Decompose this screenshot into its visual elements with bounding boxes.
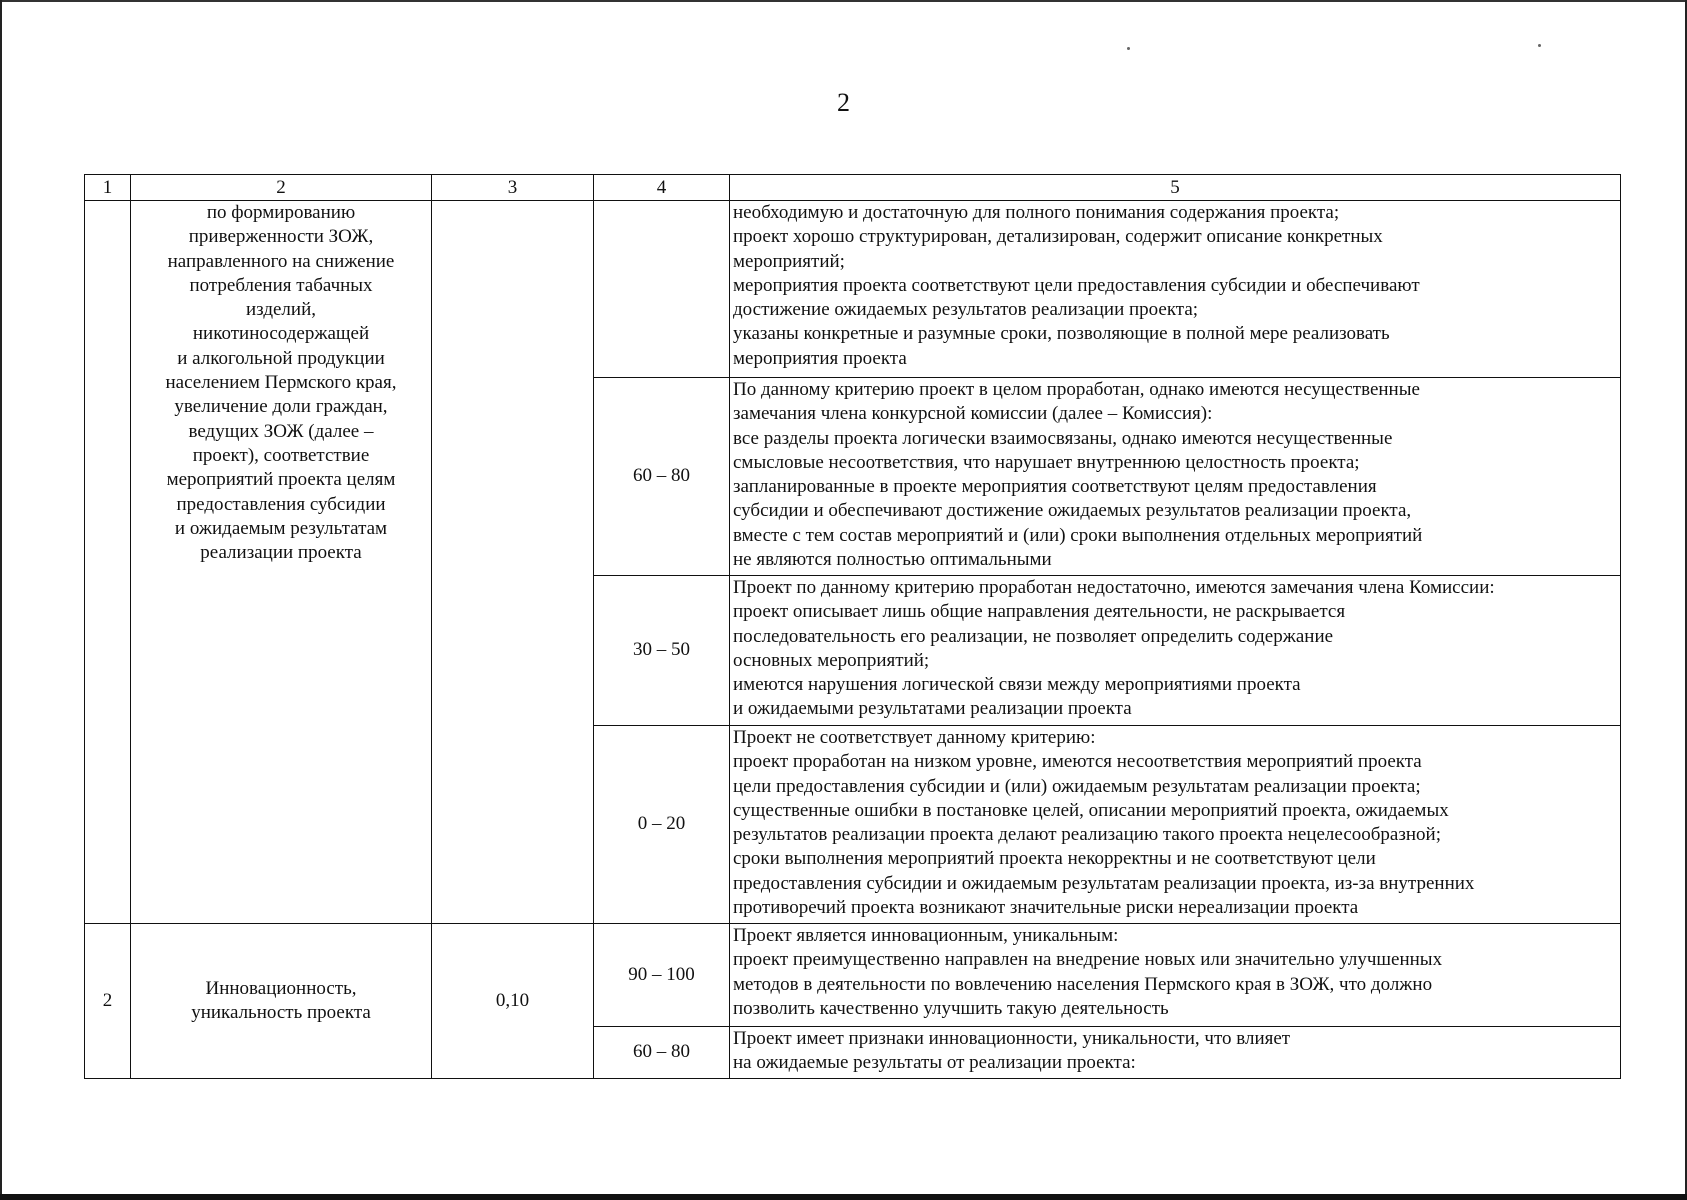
column-header: 5 <box>730 175 1621 201</box>
column-header: 4 <box>594 175 730 201</box>
score-cell: 30 – 50 <box>594 576 730 726</box>
description-cell: необходимую и достаточную для полного понимания содержания проекта; проект хорошо структурирован, детализирован, содержит описание конкретных мероприятий; мероприятия проекта соответствуют цели предоставления субсидии и обеспечивают достижение ожидаемых результатов реализации проекта; указаны конкретные и разумные сроки, позволяющие в полной мере реализовать мероприятия проекта <box>730 201 1621 378</box>
score-cell: 60 – 80 <box>594 1027 730 1079</box>
column-header: 3 <box>432 175 594 201</box>
column-header: 2 <box>131 175 432 201</box>
table-row <box>85 924 1621 1027</box>
score-cell: 0 – 20 <box>594 726 730 924</box>
description-cell: Проект имеет признаки инновационности, уникальности, что влияет на ожидаемые результаты от реализации проекта: <box>730 1027 1621 1079</box>
scan-speck <box>1127 47 1130 50</box>
weight-cell: 0,10 <box>432 924 594 1079</box>
criterion-cell: по формированию приверженности ЗОЖ, направленного на снижение потребления табачных изделий, никотиносодержащей и алкогольной продукции населением Пермского края, увеличение доли граждан, ведущих ЗОЖ (далее – проект), соответствие мероприятий проекта целям предоставления субсидии и ожидаемым результатам реализации проекта <box>131 201 432 924</box>
description-cell: По данному критерию проект в целом проработан, однако имеются несущественные замечания члена конкурсной комиссии (далее – Комиссия): все разделы проекта логически взаимосвязаны, однако имеются несущественные смысловые несоответствия, что нарушает внутреннюю целостность проекта; запланированные в проекте мероприятия соответствуют целям предоставления субсидии и обеспечивают достижение ожидаемых результатов реализации проекта, вместе с тем состав мероприятий и (или) сроки выполнения отдельных мероприятий не являются полностью оптимальными <box>730 378 1621 576</box>
criterion-cell: Инновационность, уникальность проекта <box>131 924 432 1079</box>
description-cell: Проект не соответствует данному критерию: проект проработан на низком уровне, имеются несоответствия мероприятий проекта цели предоставления субсидии и (или) ожидаемым результатам реализации проекта; существенные ошибки в постановке целей, описании мероприятий проекта, ожидаемых результатов реализации проекта делают реализацию такого проекта нецелесообразной; сроки выполнения мероприятий проекта некорректны и не соответствуют цели предоставления субсидии и ожидаемым результатам реализации проекта, из-за внутренних противоречий проекта возникают значительные риски нереализации проекта <box>730 726 1621 924</box>
scan-edge-left <box>0 0 2 1200</box>
scan-speck <box>1538 44 1541 47</box>
scan-edge-bottom <box>0 1194 1687 1200</box>
score-cell: 90 – 100 <box>594 924 730 1027</box>
score-cell: 60 – 80 <box>594 378 730 576</box>
column-header: 1 <box>85 175 131 201</box>
description-cell: Проект по данному критерию проработан недостаточно, имеются замечания члена Комиссии: проект описывает лишь общие направления деятельности, не раскрывается последовательность его реализации, не позволяет определить содержание основных мероприятий; имеются нарушения логической связи между мероприятиями проекта и ожидаемыми результатами реализации проекта <box>730 576 1621 726</box>
row-number-cell: 2 <box>85 924 131 1079</box>
criteria-table <box>84 174 1621 1079</box>
description-cell: Проект является инновационным, уникальным: проект преимущественно направлен на внедрение новых или значительно улучшенных методов в деятельности по вовлечению населения Пермского края в ЗОЖ, что должно позволить качественно улучшить такую деятельность <box>730 924 1621 1027</box>
page-number: 2 <box>837 88 850 117</box>
table-row <box>85 201 1621 378</box>
scan-edge-top <box>0 0 1687 2</box>
weight-cell <box>432 201 594 924</box>
row-number-cell <box>85 201 131 924</box>
score-cell <box>594 201 730 378</box>
table-header-row <box>85 175 1621 201</box>
